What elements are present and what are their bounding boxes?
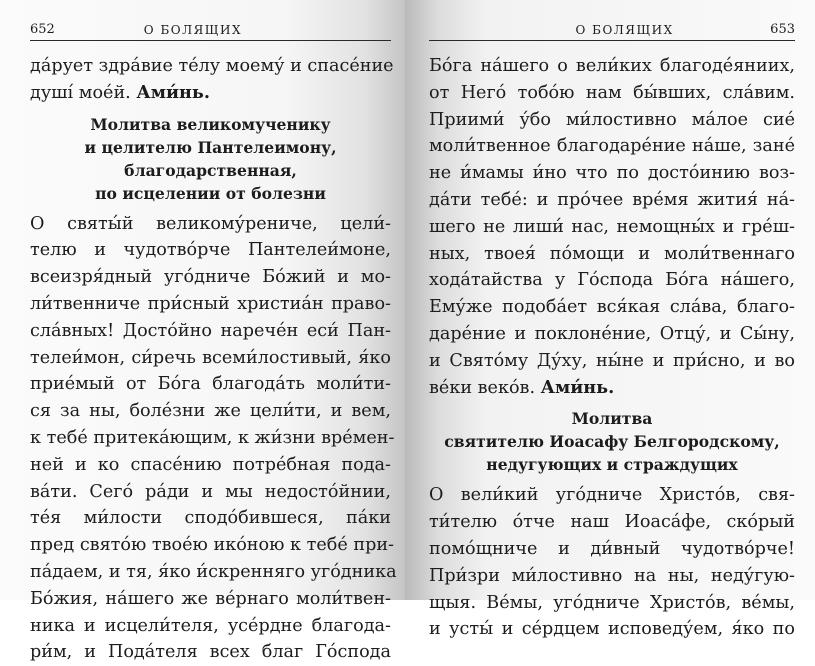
body-line-text: ве́ки веко́в. — [429, 377, 536, 398]
body-line: ли́твенниче при́сный христиа́н право- — [30, 293, 391, 314]
second-prayer-line: ти́телю о́тче наш Иоаса́фе, ско́рый — [429, 512, 795, 533]
prayer-heading-ioasaf — [429, 407, 795, 476]
body-line: даре́ние и поклоне́ние, Отцу́, и Сы́ну, — [429, 323, 795, 344]
intro-line-final — [30, 80, 391, 107]
running-head-right — [429, 22, 795, 41]
heading-line: Молитва — [571, 409, 653, 429]
running-title-left: О БОЛЯЩИХ — [143, 23, 243, 37]
heading-line: Молитва великомученику — [90, 114, 331, 134]
body-amen: Ами́нь. — [540, 376, 615, 398]
body-line: от Него́ тобо́ю нам бы́вших, сла́вим. — [429, 82, 795, 103]
body-line: да́ти тебе́: и про́чее вре́мя жития́ на́- — [429, 189, 795, 210]
body-line: Бо́жия, на́шего же ве́рнаго моли́твен- — [30, 588, 391, 609]
second-prayer-line: помо́щниче и ди́вный чудотво́рче! — [429, 538, 795, 559]
second-prayer-line: О вели́кий уго́дниче Христо́в, свя- — [429, 485, 795, 506]
heading-line: по исцелении от болезни — [95, 183, 326, 203]
second-prayer-line: При́зри ми́лостивно на ны, неду́гую- — [429, 565, 795, 586]
right-page-text — [429, 53, 795, 643]
heading-line: благодарственная, — [124, 160, 297, 180]
intro-line-text: душі́ мое́й. — [30, 82, 131, 103]
running-head-left — [30, 22, 391, 41]
body-line: телеи́мон, си́речь всеми́лостивый, я́ко — [30, 347, 391, 368]
body-line: те́я ми́лости сподо́бившеся, па́ки — [30, 508, 391, 529]
body-line: О святы́й великому́рениче, цели́- — [30, 213, 391, 234]
body-line: и Свято́му Ду́ху, ны́не и при́сно, и во — [429, 350, 795, 371]
body-line: пред свято́ю твое́ю ико́ною к тебе́ при- — [30, 535, 395, 556]
heading-line: святителю Иоасафу Белгородскому, — [444, 432, 780, 452]
second-prayer-line: и усты́ и се́рдцем исповеду́ем, я́ко по — [429, 619, 795, 640]
body-line: ся за ны, боле́зни же цели́ти, и вем, — [30, 401, 391, 422]
running-title-right: О БОЛЯЩИХ — [575, 23, 674, 37]
body-line: к тебе́ притека́ющим, к жи́зни вре́мен- — [30, 427, 395, 448]
body-line: ва́ти. Сего́ ра́ди и мы недосто́йнии, — [30, 481, 391, 502]
body-line: ри́м, и Пода́теля всех благ Го́спода — [30, 642, 391, 663]
body-line: ней и ко спасе́нию потре́бная пода- — [30, 454, 391, 475]
body-line: телю и чудотво́рче Пантелеи́моне, — [30, 240, 391, 261]
body-line: Бо́га на́шего о вели́ких благоде́яниих, — [429, 56, 795, 76]
body-line: Ему́же подоба́ет вся́кая сла́ва, благо- — [429, 297, 795, 318]
body-line: сла́вных! Досто́йно нарече́н еси́ Пан- — [30, 320, 391, 341]
body-line: прие́мый от Бо́га благода́ть моли́ти- — [30, 374, 391, 395]
body-line: моли́твенное благодаре́ние на́ше, зане́ — [429, 136, 795, 157]
intro-amen: Ами́нь. — [136, 81, 210, 103]
body-line: хода́тайства у Го́спода Бо́га на́шего, — [429, 270, 795, 291]
body-line: шего не лиши́ нас, немощны́х и гре́ш- — [429, 216, 795, 237]
intro-line: да́рует здра́вие те́лу моему́ и спасе́ние — [30, 56, 394, 76]
body-line: всеизря́дный уго́дниче Бо́жий и мо- — [30, 267, 391, 288]
prayer-heading-panteleimon — [30, 113, 391, 205]
page-number-right: 653 — [770, 22, 795, 37]
body-line-final — [429, 375, 795, 402]
page-number-left: 652 — [30, 22, 55, 37]
heading-line: и целителю Пантелеимону, — [84, 137, 337, 157]
right-page — [405, 0, 815, 640]
left-page — [0, 0, 405, 663]
body-line: не и́мамы и́но что по досто́инию воз- — [429, 163, 795, 184]
body-line: ных, твоея́ по́мощи и моли́твеннаго — [429, 243, 795, 264]
heading-line: недугующих и страждущих — [486, 455, 738, 475]
body-line: па́даем, и тя, я́ко и́скренняго уго́дника — [30, 561, 397, 582]
left-page-text — [30, 53, 397, 666]
body-line: ника и исцели́теля, усе́рдне благода- — [30, 615, 391, 636]
second-prayer-line: щыя. Ве́мы, уго́дниче Христо́в, ве́мы, — [429, 592, 795, 613]
body-line: Приими́ у́бо ми́лостивно ма́лое сие́ — [429, 109, 795, 130]
